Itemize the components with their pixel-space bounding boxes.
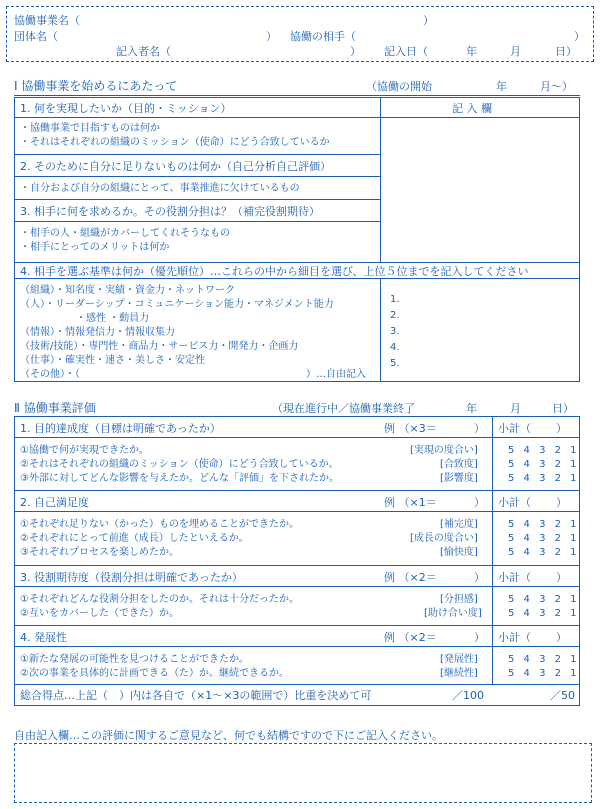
free-entry-label: 自由記入欄…この評価に関するご意見など、何でも結構ですので下にご記入ください。: [14, 729, 443, 742]
b3-q2: ②互いをカバーした（できた）か。: [20, 608, 179, 619]
b4-scores2[interactable]: 5 4 3 2 1: [508, 668, 577, 679]
b2-scores1[interactable]: 5 4 3 2 1: [508, 519, 577, 530]
q4-line2: （人）・リーダーシップ・コミュニケーション能力・マネジメント能力: [20, 299, 334, 310]
b3-head-rule: [14, 586, 580, 587]
b2-scores3[interactable]: 5 4 3 2 1: [508, 547, 577, 558]
date-day: 日）: [555, 45, 577, 58]
b2-q2: ②それぞれにとって前進（成長）したといえるか。: [20, 533, 249, 544]
rank-5: 5.: [390, 358, 400, 369]
b2-weight: 例 （×1＝: [384, 496, 437, 509]
b4-tag1: [発展性]: [440, 654, 478, 665]
q1-head-rule: [14, 117, 580, 118]
q2-line1: ・自分および自分の組織にとって、事業推進に欠けているもの: [20, 183, 300, 194]
rank-2: 2.: [390, 310, 400, 321]
b1-q1: ①協働で何が実現できたか。: [20, 445, 149, 456]
q3-bottom-rule: [14, 262, 580, 263]
b4-weight: 例 （×2＝: [384, 631, 437, 644]
q4-line4: （情報）・情報発信力・情報収集力: [20, 327, 175, 338]
b4-weight-close: ）: [474, 631, 485, 644]
b3-subtotal: 小計（: [498, 571, 531, 584]
q4-line5: （技術/技能）・専門性・商品力・サービス力・開発力・企画力: [20, 341, 299, 352]
q1-bottom-rule: [14, 154, 380, 155]
section2-col-divider: [492, 416, 493, 684]
b1-tag1: [実現の度合い]: [410, 445, 478, 456]
section1-title: Ⅰ 協働事業を始めるにあたって: [14, 79, 178, 93]
section2-status: （現在進行中／協働事業終了: [272, 402, 415, 415]
q3-line1: ・相手の人・組織がカバーしてくれそうなもの: [20, 228, 230, 239]
b2-tag1: [補完度]: [440, 519, 478, 530]
q1-line1: ・協働事業で目指すものは何か: [20, 123, 160, 134]
author-close: ）: [350, 45, 361, 58]
rank-4: 4.: [390, 342, 400, 353]
b1-q2: ②それはそれぞれの組織のミッション（使命）にどう合致しているか。: [20, 459, 339, 470]
partner-label: 協働の相手（: [290, 30, 356, 43]
q2-heading: 2. そのために自分に足りないものは何か（自己分析自己評価）: [20, 160, 331, 173]
q4-line6: （仕事）・確実性・速さ・美しさ・安定性: [20, 355, 205, 366]
b4-bottom-rule: [14, 684, 580, 685]
b2-tag3: [愉快度]: [440, 547, 478, 558]
b3-scores2[interactable]: 5 4 3 2 1: [508, 608, 577, 619]
b3-subtotal-close: ）: [556, 571, 567, 584]
b2-tag2: [成長の度合い]: [410, 533, 478, 544]
b4-scores1[interactable]: 5 4 3 2 1: [508, 654, 577, 665]
b2-scores2[interactable]: 5 4 3 2 1: [508, 533, 577, 544]
b1-scores1[interactable]: 5 4 3 2 1: [508, 445, 577, 456]
b4-q2: ②次の事業を具体的に計画できる（た）か。継続できるか。: [20, 668, 289, 679]
b2-subtotal: 小計（: [498, 496, 531, 509]
b1-weight-close: ）: [474, 422, 485, 435]
q4-line1: （組織）・知名度・実績・資金力・ネットワーク: [20, 285, 235, 296]
q3-heading: 3. 相手に何を求めるか。その役割分担は？（補完役割期待）: [20, 205, 320, 218]
project-name-label: 協働事業名（: [14, 14, 80, 27]
section1-rule: [14, 95, 580, 96]
b1-q3: ③外部に対してどんな影響を与えたか。どんな「評価」を下されたか。: [20, 473, 339, 484]
b1-scores2[interactable]: 5 4 3 2 1: [508, 459, 577, 470]
section1-start-month: 月〜）: [540, 80, 573, 93]
b3-weight: 例 （×2＝: [384, 571, 437, 584]
b2-subtotal-close: ）: [556, 496, 567, 509]
entry-column-header: 記 入 欄: [452, 102, 492, 115]
total-label: 総合得点…上記（ ）内は各自で（×1〜×3の範囲で）比重を決めて可: [20, 689, 372, 702]
org-name-label: 団体名（: [14, 30, 58, 43]
b1-tag3: [影響度]: [440, 473, 478, 484]
section1-col-divider: [380, 97, 381, 262]
b2-q1: ①それぞれ足りない（かった）ものを埋めることができたか。: [20, 519, 299, 530]
b1-heading: 1. 目的達成度（目標は明確であったか）: [20, 422, 221, 435]
b4-subtotal: 小計（: [498, 631, 531, 644]
partner-close: ）: [574, 30, 585, 43]
b3-scores1[interactable]: 5 4 3 2 1: [508, 594, 577, 605]
section1-start-year: 年: [496, 80, 507, 93]
total-100: ／100: [452, 689, 484, 702]
org-name-close: ）: [266, 30, 277, 43]
rank-1: 1.: [390, 294, 400, 305]
b1-head-rule: [14, 437, 580, 438]
free-entry-box[interactable]: [14, 743, 592, 803]
b3-weight-close: ）: [474, 571, 485, 584]
q4-line3: ・感性 ・動員力: [76, 313, 150, 324]
section2-month: 月: [510, 402, 521, 415]
b1-tag2: [合致度]: [440, 459, 478, 470]
b3-tag2: [助け合い度]: [424, 608, 482, 619]
b4-heading: 4. 発展性: [20, 631, 67, 644]
date-label: 記入日（: [384, 45, 428, 58]
b2-bottom-rule: [14, 565, 580, 566]
b3-bottom-rule: [14, 625, 580, 626]
b3-tag1: [分担感]: [440, 594, 478, 605]
b4-tag2: [継続性]: [440, 668, 478, 679]
date-month: 月: [510, 45, 521, 58]
b2-weight-close: ）: [474, 496, 485, 509]
project-name-close: ）: [423, 14, 434, 27]
q4-line7: （その他）・（: [20, 369, 80, 380]
section2-title: Ⅱ 協働事業評価: [14, 401, 96, 415]
section1-col-divider-lower: [380, 278, 381, 382]
q2-bottom-rule: [14, 199, 380, 200]
b4-head-rule: [14, 646, 580, 647]
q1-heading: 1. 何を実現したいか（目的・ミッション）: [20, 102, 232, 115]
b1-subtotal: 小計（: [498, 422, 531, 435]
rank-3: 3.: [390, 326, 400, 337]
b1-bottom-rule: [14, 490, 580, 491]
q2-head-rule: [14, 176, 380, 177]
b2-heading: 2. 自己満足度: [20, 496, 89, 509]
date-year: 年: [466, 45, 477, 58]
q3-head-rule: [14, 221, 380, 222]
b3-heading: 3. 役割期待度（役割分担は明確であったか）: [20, 571, 243, 584]
q1-line2: ・それはそれぞれの組織のミッション（使命）にどう合致しているか: [20, 137, 330, 148]
section2-day: 日）: [552, 402, 574, 415]
b1-subtotal-close: ）: [556, 422, 567, 435]
q4-line7-close: ）…自由記入: [306, 369, 366, 380]
q4-head-rule: [14, 278, 580, 279]
b3-q1: ①それぞれどんな役割分担をしたのか。それは十分だったか。: [20, 594, 299, 605]
b4-subtotal-close: ）: [556, 631, 567, 644]
total-50: ／50: [550, 689, 575, 702]
q3-line2: ・相手にとってのメリットは何か: [20, 242, 170, 253]
b4-q1: ①新たな発展の可能性を見つけることができたか。: [20, 654, 249, 665]
section2-year: 年: [466, 402, 477, 415]
author-label: 記入者名（: [116, 45, 171, 58]
q4-heading: 4. 相手を選ぶ基準は何か（優先順位）…これらの中から細目を選び、上位５位までを記入してください: [20, 265, 529, 278]
b2-head-rule: [14, 511, 580, 512]
b2-q3: ③それぞれプロセスを楽しめたか。: [20, 547, 179, 558]
section1-start: （協働の開始: [366, 80, 432, 93]
b1-weight: 例 （×3＝: [384, 422, 437, 435]
b1-scores3[interactable]: 5 4 3 2 1: [508, 473, 577, 484]
